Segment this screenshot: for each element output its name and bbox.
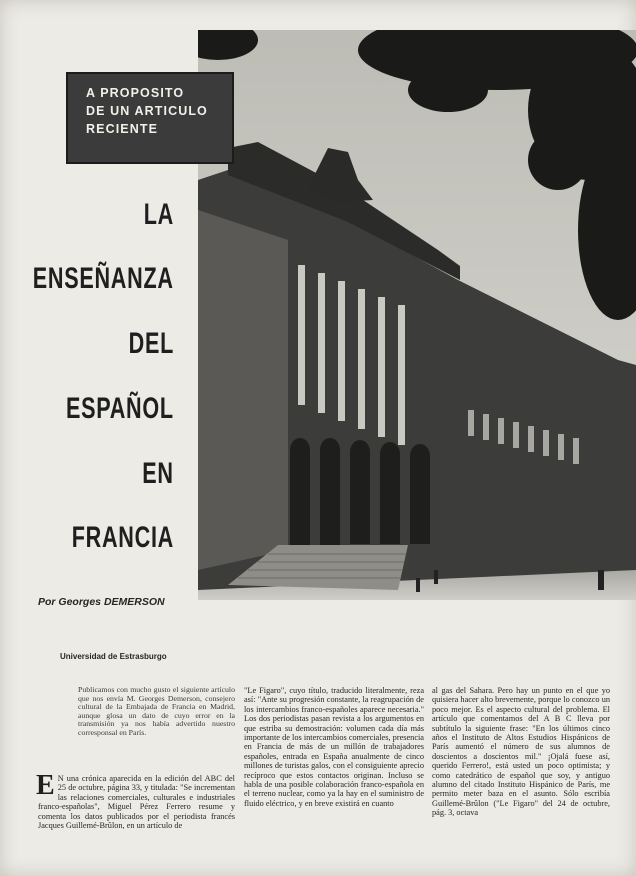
title-line: DEL xyxy=(128,327,174,360)
kicker-line: RECIENTE xyxy=(86,122,159,136)
drop-cap: E xyxy=(36,770,55,801)
title-line: EN xyxy=(142,457,174,490)
kicker-box xyxy=(66,72,234,164)
university-photo xyxy=(198,30,636,600)
intro-paragraph: Publicamos con mucho gusto el siguiente artículo que nos envía M. Georges Demerson, consejero cultural de la Embajada de Francia en Madrid, aunque glosa un dato de cuyo error en la transmisión ya nos había advertido nuestro corresponsal en París. xyxy=(78,685,235,737)
byline: Por Georges DEMERSON xyxy=(38,596,165,608)
kicker-line: DE UN ARTICULO xyxy=(86,104,208,118)
title-line: FRANCIA xyxy=(71,521,174,554)
title-line: ENSEÑANZA xyxy=(33,262,174,295)
article-column-3 xyxy=(432,686,610,818)
column-text: "Le Figaro", cuyo título, traducido literalmente, reza así: "Ante su progresión constante, la reagrupación de los intercambios franco-españoles aparece necesaria." Los dos periodistas pasan revista a los argumentos en que estriba su demostración: volumen cada día más importante de los intercambios comerciales, presencia en Francia de más de un millón de trabajadores españoles, entrada en España anualmente de cinco millones de turistas galos, con el consiguiente aprecio recíproco que estos contactos originan. Incluso se habla de una posible colaboración franco-española en el terreno nuclear, como ya la hay en el suministro de fluido eléctrico, y en breve existirá en cuanto xyxy=(244,686,424,808)
photo-caption: Universidad de Estrasburgo xyxy=(60,652,167,661)
title-line: ESPAÑOL xyxy=(66,392,174,425)
article-column-2 xyxy=(244,686,424,808)
kicker-line: A PROPOSITO xyxy=(86,86,185,100)
column-text: N una crónica aparecida en la edición del ABC del 25 de octubre, página 33, y titulada: "Se incrementan las relaciones comerciales, culturales e industriales franco-españolas", Miguel Pérez Ferrero resume y comenta los datos publicados por el periodista francés Jacques Guillemé-Brûlon, en un artículo de xyxy=(38,774,235,831)
column-text: al gas del Sahara. Pero hay un punto en el que yo quisiera hacer alto brevemente, porque lo conozco un poco mejor. Es el aspecto cultural del problema. El artículo que comentamos del A B C lleva por subtítulo la siguiente frase: "En los últimos cinco años el Instituto de Altos Estudios Hispánicos de París aumentó el número de sus alumnos de doscientos a doscientos mil." ¡Ojalá fuese así, querido Ferrero!, está usted un poco optimista; y como catedrático de español que soy, y antiguo alumno del citado Instituto Hispánico de París, me permito meter baza en el asunto. Sólo escribía Guillemé-Brûlon ("Le Figaro" del 24 de octubre, pág. 3, octava xyxy=(432,686,610,818)
article-column-1 xyxy=(36,770,235,831)
title-line: LA xyxy=(143,198,174,231)
